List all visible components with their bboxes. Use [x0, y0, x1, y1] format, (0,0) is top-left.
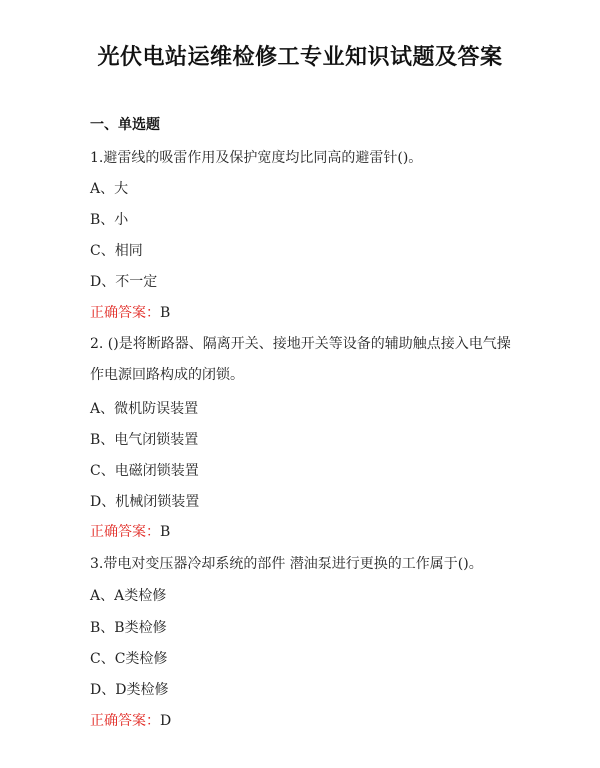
answer-value: B	[160, 524, 171, 540]
question-3-option-a: A、A类检修	[90, 588, 167, 604]
question-1-option-c: C、相同	[90, 243, 143, 259]
question-3-stem: 3.带电对变压器冷却系统的部件 潜油泵进行更换的工作属于()。	[90, 556, 483, 572]
question-1-option-a: A、大	[90, 181, 129, 197]
question-2-option-a: A、微机防误装置	[90, 401, 199, 417]
question-3-option-d: D、D类检修	[90, 682, 169, 698]
question-1-stem: 1.避雷线的吸雷作用及保护宽度均比同高的避雷针()。	[90, 150, 423, 166]
question-1-answer	[90, 302, 170, 322]
question-1-option-d: D、不一定	[90, 274, 158, 290]
answer-value: D	[160, 713, 172, 729]
answer-label: 正确答案：	[90, 524, 160, 540]
answer-value: B	[160, 305, 171, 321]
question-3-option-c: C、C类检修	[90, 651, 168, 667]
question-2-stem-line-2: 作电源回路构成的闭锁。	[90, 367, 244, 383]
section-heading: 一、单选题	[90, 117, 160, 133]
question-2-option-b: B、电气闭锁装置	[90, 432, 199, 448]
document-title: 光伏电站运维检修工专业知识试题及答案	[97, 45, 503, 70]
question-1-option-b: B、小	[90, 212, 129, 228]
answer-label: 正确答案：	[90, 305, 160, 321]
question-2-answer	[90, 521, 170, 541]
question-2-stem-line-1: 2. ()是将断路器、隔离开关、接地开关等设备的辅助触点接入电气操	[90, 336, 511, 352]
question-3-answer	[90, 710, 171, 730]
question-2-option-c: C、电磁闭锁装置	[90, 463, 199, 479]
question-2-option-d: D、机械闭锁装置	[90, 494, 200, 510]
answer-label: 正确答案：	[90, 713, 160, 729]
question-3-option-b: B、B类检修	[90, 620, 167, 636]
